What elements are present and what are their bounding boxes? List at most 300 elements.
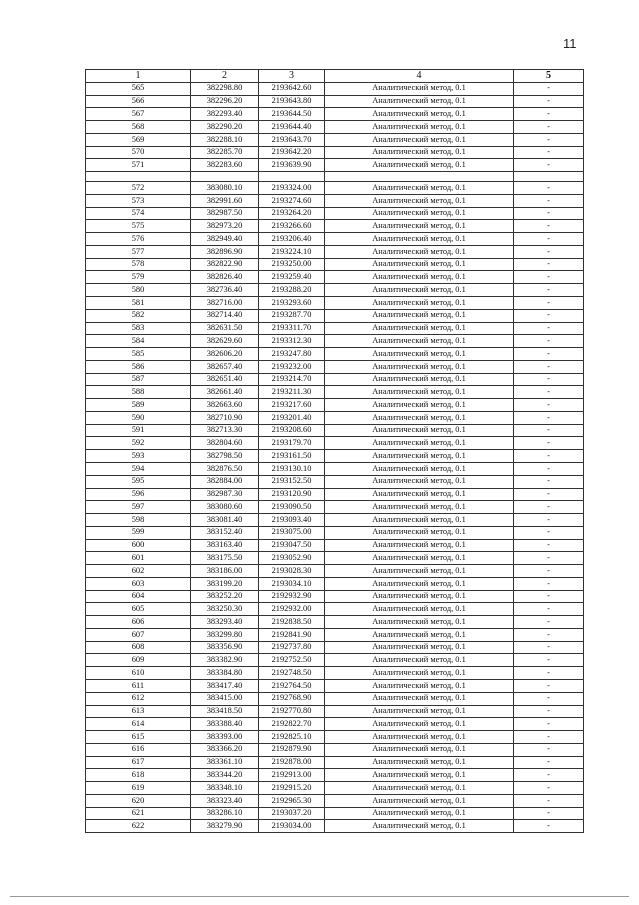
description-cell: - [514,501,584,514]
point-number-cell: 573 [86,194,191,207]
y-coordinate-cell: 2193642.60 [259,82,325,95]
column-header-description: 5 [514,70,584,83]
description-cell: - [514,146,584,159]
method-cell: Аналитический метод, 0.1 [325,450,514,463]
x-coordinate-cell: 383417.40 [191,679,259,692]
point-number-cell: 614 [86,718,191,731]
description-cell: - [514,769,584,782]
method-cell: Аналитический метод, 0.1 [325,488,514,501]
x-coordinate-cell: 382296.20 [191,95,259,108]
x-coordinate-cell: 383348.10 [191,782,259,795]
method-cell: Аналитический метод, 0.1 [325,565,514,578]
y-coordinate-cell: 2192838.50 [259,616,325,629]
description-cell: - [514,133,584,146]
point-number-cell: 622 [86,820,191,833]
y-coordinate-cell: 2193312.30 [259,335,325,348]
column-header-y-coordinate: 3 [259,70,325,83]
table-row [86,794,584,807]
table-row [86,133,584,146]
method-cell: Аналитический метод, 0.1 [325,95,514,108]
method-cell: Аналитический метод, 0.1 [325,692,514,705]
description-cell: - [514,233,584,246]
point-number-cell: 617 [86,756,191,769]
point-number-cell: 576 [86,233,191,246]
method-cell: Аналитический метод, 0.1 [325,207,514,220]
table-row [86,450,584,463]
y-coordinate-cell: 2193214.70 [259,373,325,386]
method-cell: Аналитический метод, 0.1 [325,514,514,527]
y-coordinate-cell: 2193293.60 [259,297,325,310]
method-cell: Аналитический метод, 0.1 [325,271,514,284]
y-coordinate-cell: 2193643.80 [259,95,325,108]
point-number-cell: 571 [86,159,191,172]
method-cell: Аналитический метод, 0.1 [325,628,514,641]
x-coordinate-cell: 383286.10 [191,807,259,820]
method-cell: Аналитический метод, 0.1 [325,284,514,297]
point-number-cell: 575 [86,220,191,233]
method-cell: Аналитический метод, 0.1 [325,245,514,258]
point-number-cell: 618 [86,769,191,782]
method-cell: Аналитический метод, 0.1 [325,539,514,552]
table-row [86,718,584,731]
method-cell: Аналитический метод, 0.1 [325,807,514,820]
y-coordinate-cell: 2193130.10 [259,462,325,475]
method-cell: Аналитический метод, 0.1 [325,794,514,807]
table-row [86,539,584,552]
point-number-cell: 578 [86,258,191,271]
x-coordinate-cell: 382657.40 [191,360,259,373]
table-row [86,245,584,258]
x-coordinate-cell: 383418.50 [191,705,259,718]
method-cell: Аналитический метод, 0.1 [325,360,514,373]
table-row [86,782,584,795]
point-number-cell: 588 [86,386,191,399]
table-separator-row [86,172,584,182]
point-number-cell: 566 [86,95,191,108]
x-coordinate-cell: 382651.40 [191,373,259,386]
method-cell: Аналитический метод, 0.1 [325,411,514,424]
description-cell: - [514,95,584,108]
table-row [86,462,584,475]
method-cell: Аналитический метод, 0.1 [325,309,514,322]
point-number-cell: 619 [86,782,191,795]
point-number-cell: 601 [86,552,191,565]
column-header-x-coordinate: 2 [191,70,259,83]
x-coordinate-cell: 382716.00 [191,297,259,310]
description-cell: - [514,159,584,172]
table-row [86,705,584,718]
point-number-cell: 583 [86,322,191,335]
x-coordinate-cell: 382876.50 [191,462,259,475]
y-coordinate-cell: 2193208.60 [259,424,325,437]
x-coordinate-cell: 382629.60 [191,335,259,348]
method-cell: Аналитический метод, 0.1 [325,399,514,412]
table-row [86,679,584,692]
x-coordinate-cell: 383199.20 [191,577,259,590]
description-cell: - [514,424,584,437]
description-cell: - [514,348,584,361]
x-coordinate-cell: 383163.40 [191,539,259,552]
x-coordinate-cell: 383080.10 [191,182,259,195]
x-coordinate-cell: 382826.40 [191,271,259,284]
method-cell: Аналитический метод, 0.1 [325,756,514,769]
y-coordinate-cell: 2193034.10 [259,577,325,590]
description-cell: - [514,820,584,833]
y-coordinate-cell: 2193639.90 [259,159,325,172]
point-number-cell: 580 [86,284,191,297]
table-row [86,386,584,399]
description-cell: - [514,628,584,641]
description-cell: - [514,590,584,603]
x-coordinate-cell: 382949.40 [191,233,259,246]
method-cell: Аналитический метод, 0.1 [325,462,514,475]
x-coordinate-cell: 383382.90 [191,654,259,667]
x-coordinate-cell: 383366.20 [191,743,259,756]
description-cell: - [514,552,584,565]
description-cell: - [514,386,584,399]
y-coordinate-cell: 2192932.90 [259,590,325,603]
table-row [86,526,584,539]
point-number-cell: 590 [86,411,191,424]
point-number-cell: 569 [86,133,191,146]
x-coordinate-cell: 383361.10 [191,756,259,769]
method-cell: Аналитический метод, 0.1 [325,820,514,833]
y-coordinate-cell: 2193206.40 [259,233,325,246]
x-coordinate-cell: 382285.70 [191,146,259,159]
description-cell: - [514,526,584,539]
point-number-cell: 594 [86,462,191,475]
y-coordinate-cell: 2193075.00 [259,526,325,539]
x-coordinate-cell: 383252.20 [191,590,259,603]
method-cell: Аналитический метод, 0.1 [325,590,514,603]
point-number-cell: 584 [86,335,191,348]
method-cell: Аналитический метод, 0.1 [325,82,514,95]
point-number-cell: 567 [86,108,191,121]
table-row [86,399,584,412]
description-cell: - [514,271,584,284]
x-coordinate-cell: 383080.60 [191,501,259,514]
x-coordinate-cell: 383415.00 [191,692,259,705]
y-coordinate-cell: 2192752.50 [259,654,325,667]
point-number-cell: 593 [86,450,191,463]
method-cell: Аналитический метод, 0.1 [325,335,514,348]
description-cell: - [514,220,584,233]
method-cell: Аналитический метод, 0.1 [325,475,514,488]
y-coordinate-cell: 2192915.20 [259,782,325,795]
method-cell: Аналитический метод, 0.1 [325,108,514,121]
description-cell: - [514,322,584,335]
point-number-cell: 577 [86,245,191,258]
method-cell: Аналитический метод, 0.1 [325,641,514,654]
table-row [86,360,584,373]
description-cell: - [514,82,584,95]
x-coordinate-cell: 382290.20 [191,121,259,134]
description-cell: - [514,207,584,220]
x-coordinate-cell: 383186.00 [191,565,259,578]
description-cell: - [514,756,584,769]
y-coordinate-cell: 2193028.30 [259,565,325,578]
y-coordinate-cell: 2193034.00 [259,820,325,833]
description-cell: - [514,807,584,820]
point-number-cell: 605 [86,603,191,616]
point-number-cell: 591 [86,424,191,437]
point-number-cell: 603 [86,577,191,590]
table-row [86,590,584,603]
method-cell: Аналитический метод, 0.1 [325,654,514,667]
description-cell: - [514,450,584,463]
description-cell: - [514,616,584,629]
y-coordinate-cell: 2193179.70 [259,437,325,450]
description-cell: - [514,692,584,705]
table-row [86,121,584,134]
table-row [86,820,584,833]
method-cell: Аналитический метод, 0.1 [325,667,514,680]
method-cell: Аналитический метод, 0.1 [325,297,514,310]
table-row [86,411,584,424]
table-row [86,322,584,335]
description-cell: - [514,194,584,207]
point-number-cell: 616 [86,743,191,756]
y-coordinate-cell: 2193232.00 [259,360,325,373]
description-cell: - [514,360,584,373]
method-cell: Аналитический метод, 0.1 [325,577,514,590]
method-cell: Аналитический метод, 0.1 [325,322,514,335]
x-coordinate-cell: 382822.90 [191,258,259,271]
table-row [86,565,584,578]
description-cell: - [514,284,584,297]
y-coordinate-cell: 2193288.20 [259,284,325,297]
point-number-cell: 607 [86,628,191,641]
description-cell: - [514,577,584,590]
y-coordinate-cell: 2192748.50 [259,667,325,680]
x-coordinate-cell: 382987.30 [191,488,259,501]
x-coordinate-cell: 382736.40 [191,284,259,297]
y-coordinate-cell: 2192913.00 [259,769,325,782]
y-coordinate-cell: 2192822.70 [259,718,325,731]
y-coordinate-cell: 2192965.30 [259,794,325,807]
method-cell: Аналитический метод, 0.1 [325,121,514,134]
x-coordinate-cell: 382283.60 [191,159,259,172]
description-cell: - [514,108,584,121]
point-number-cell: 570 [86,146,191,159]
method-cell: Аналитический метод, 0.1 [325,718,514,731]
point-number-cell: 574 [86,207,191,220]
y-coordinate-cell: 2193037.20 [259,807,325,820]
point-number-cell: 589 [86,399,191,412]
x-coordinate-cell: 383279.90 [191,820,259,833]
method-cell: Аналитический метод, 0.1 [325,348,514,361]
point-number-cell: 600 [86,539,191,552]
table-row [86,424,584,437]
y-coordinate-cell: 2192825.10 [259,731,325,744]
method-cell: Аналитический метод, 0.1 [325,616,514,629]
x-coordinate-cell: 383299.80 [191,628,259,641]
method-cell: Аналитический метод, 0.1 [325,552,514,565]
description-cell: - [514,514,584,527]
description-cell: - [514,399,584,412]
method-cell: Аналитический метод, 0.1 [325,526,514,539]
point-number-cell: 604 [86,590,191,603]
method-cell: Аналитический метод, 0.1 [325,705,514,718]
description-cell [514,172,584,182]
x-coordinate-cell: 382987.50 [191,207,259,220]
x-coordinate-cell: 383323.40 [191,794,259,807]
point-number-cell: 568 [86,121,191,134]
table-row [86,258,584,271]
y-coordinate-cell: 2192764.50 [259,679,325,692]
table-row [86,603,584,616]
table-row [86,514,584,527]
method-cell: Аналитический метод, 0.1 [325,386,514,399]
description-cell: - [514,182,584,195]
y-coordinate-cell: 2193211.30 [259,386,325,399]
table-row [86,692,584,705]
x-coordinate-cell: 382288.10 [191,133,259,146]
y-coordinate-cell: 2192841.90 [259,628,325,641]
column-header-point-number: 1 [86,70,191,83]
table-row [86,373,584,386]
y-coordinate-cell: 2192932.00 [259,603,325,616]
column-header-method: 4 [325,70,514,83]
y-coordinate-cell: 2193642.20 [259,146,325,159]
x-coordinate-cell: 382884.00 [191,475,259,488]
point-number-cell: 597 [86,501,191,514]
table-row [86,437,584,450]
table-row [86,807,584,820]
y-coordinate-cell: 2192770.80 [259,705,325,718]
y-coordinate-cell: 2193120.90 [259,488,325,501]
point-number-cell: 620 [86,794,191,807]
y-coordinate-cell: 2193643.70 [259,133,325,146]
description-cell: - [514,297,584,310]
x-coordinate-cell: 382714.40 [191,309,259,322]
y-coordinate-cell: 2193250.00 [259,258,325,271]
table-row [86,82,584,95]
method-cell: Аналитический метод, 0.1 [325,437,514,450]
point-number-cell: 602 [86,565,191,578]
description-cell: - [514,245,584,258]
point-number-cell: 592 [86,437,191,450]
method-cell: Аналитический метод, 0.1 [325,424,514,437]
point-number-cell: 582 [86,309,191,322]
table-row [86,194,584,207]
table-row [86,146,584,159]
bottom-divider [10,896,629,897]
y-coordinate-cell: 2193311.70 [259,322,325,335]
method-cell: Аналитический метод, 0.1 [325,182,514,195]
x-coordinate-cell: 383388.40 [191,718,259,731]
table-row [86,743,584,756]
description-cell: - [514,462,584,475]
x-coordinate-cell: 382991.60 [191,194,259,207]
table-row [86,654,584,667]
table-row [86,271,584,284]
table-row [86,475,584,488]
description-cell: - [514,603,584,616]
description-cell: - [514,309,584,322]
point-number-cell: 595 [86,475,191,488]
table-row [86,756,584,769]
y-coordinate-cell: 2193324.00 [259,182,325,195]
description-cell: - [514,258,584,271]
table-row [86,297,584,310]
y-coordinate-cell: 2193224.10 [259,245,325,258]
method-cell: Аналитический метод, 0.1 [325,743,514,756]
x-coordinate-cell: 383175.50 [191,552,259,565]
x-coordinate-cell: 382606.20 [191,348,259,361]
x-coordinate-cell: 382661.40 [191,386,259,399]
description-cell: - [514,373,584,386]
method-cell: Аналитический метод, 0.1 [325,603,514,616]
x-coordinate-cell: 383393.00 [191,731,259,744]
x-coordinate-cell: 382298.80 [191,82,259,95]
y-coordinate-cell [259,172,325,182]
point-number-cell: 621 [86,807,191,820]
point-number-cell: 581 [86,297,191,310]
method-cell: Аналитический метод, 0.1 [325,769,514,782]
x-coordinate-cell: 382631.50 [191,322,259,335]
y-coordinate-cell: 2193266.60 [259,220,325,233]
x-coordinate-cell: 382713.30 [191,424,259,437]
description-cell: - [514,731,584,744]
description-cell: - [514,718,584,731]
description-cell: - [514,121,584,134]
description-cell: - [514,411,584,424]
table-row [86,348,584,361]
method-cell: Аналитический метод, 0.1 [325,782,514,795]
x-coordinate-cell: 383384.80 [191,667,259,680]
point-number-cell: 572 [86,182,191,195]
y-coordinate-cell: 2193161.50 [259,450,325,463]
table-row [86,667,584,680]
description-cell: - [514,782,584,795]
point-number-cell: 611 [86,679,191,692]
method-cell: Аналитический метод, 0.1 [325,194,514,207]
method-cell: Аналитический метод, 0.1 [325,233,514,246]
point-number-cell: 598 [86,514,191,527]
method-cell: Аналитический метод, 0.1 [325,133,514,146]
y-coordinate-cell: 2193264.20 [259,207,325,220]
method-cell: Аналитический метод, 0.1 [325,159,514,172]
point-number-cell: 608 [86,641,191,654]
table-row [86,488,584,501]
x-coordinate-cell: 383250.30 [191,603,259,616]
description-cell: - [514,335,584,348]
description-cell: - [514,641,584,654]
table-row [86,207,584,220]
table-row [86,616,584,629]
x-coordinate-cell: 382710.90 [191,411,259,424]
table-row [86,159,584,172]
x-coordinate-cell [191,172,259,182]
point-number-cell: 587 [86,373,191,386]
y-coordinate-cell: 2193259.40 [259,271,325,284]
x-coordinate-cell: 382663.60 [191,399,259,412]
point-number-cell: 596 [86,488,191,501]
description-cell: - [514,437,584,450]
x-coordinate-cell: 383344.20 [191,769,259,782]
description-cell: - [514,743,584,756]
page-number: 11 [563,36,577,51]
table-row [86,284,584,297]
y-coordinate-cell: 2193047.50 [259,539,325,552]
method-cell [325,172,514,182]
y-coordinate-cell: 2192879.90 [259,743,325,756]
x-coordinate-cell: 383356.90 [191,641,259,654]
x-coordinate-cell: 382973.20 [191,220,259,233]
y-coordinate-cell: 2193217.60 [259,399,325,412]
table-row [86,309,584,322]
